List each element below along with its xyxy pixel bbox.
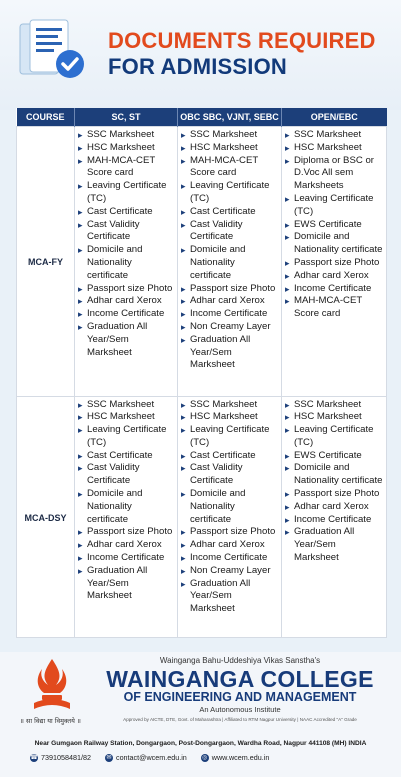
document-item: ▸ HSC Marksheet xyxy=(181,411,278,424)
website-url[interactable]: www.wcem.edu.in xyxy=(211,753,270,762)
document-item: ▸ SSC Marksheet xyxy=(181,129,278,142)
document-item: ▸ Graduation All Year/Sem Marksheet xyxy=(78,565,174,603)
document-item: ▸ Adhar card Xerox xyxy=(78,295,174,308)
document-item: ▸ Cast Validity Certificate xyxy=(181,462,278,488)
table-header-row xyxy=(17,108,387,127)
document-list xyxy=(181,399,278,617)
title-line-2: FOR ADMISSION xyxy=(108,54,288,79)
email-address[interactable]: contact@wcem.edu.in xyxy=(115,753,187,762)
document-item: ▸ SSC Marksheet xyxy=(78,399,174,412)
document-item: ▸ Domicile and Nationality certificate xyxy=(285,231,383,257)
document-item: ▸ SSC Marksheet xyxy=(285,399,383,412)
document-item: ▸ Leaving Certificate (TC) xyxy=(285,193,383,219)
document-list-cell xyxy=(178,127,282,397)
college-logo-icon xyxy=(30,657,74,713)
document-item: ▸ Adhar card Xerox xyxy=(181,539,278,552)
address: Near Gumgaon Railway Station, Dongargaon, Post-Dongargaon, Wardha Road, Nagpur 441108 (MH) INDIA xyxy=(34,740,367,747)
contact-bar xyxy=(30,753,269,762)
document-item: ▸ Graduation All Year/Sem Marksheet xyxy=(181,334,278,372)
document-item: ▸ Passport size Photo xyxy=(181,526,278,539)
document-item: ▸ Leaving Certificate (TC) xyxy=(78,180,174,206)
document-item: ▸ Domicile and Nationality certificate xyxy=(78,488,174,526)
document-item: ▸ Passport size Photo xyxy=(285,257,383,270)
document-item: ▸ Cast Validity Certificate xyxy=(78,462,174,488)
document-item: ▸ Leaving Certificate (TC) xyxy=(285,424,383,450)
document-item: ▸ Adhar card Xerox xyxy=(285,501,383,514)
document-item: ▸ Income Certificate xyxy=(285,514,383,527)
document-item: ▸ Adhar card Xerox xyxy=(78,539,174,552)
document-item: ▸ EWS Certificate xyxy=(285,450,383,463)
document-item: ▸ Income Certificate xyxy=(285,283,383,296)
column-header-sc-st: SC, ST xyxy=(75,108,178,127)
document-item: ▸ Adhar card Xerox xyxy=(181,295,278,308)
document-item: ▸ HSC Marksheet xyxy=(181,142,278,155)
document-item: ▸ Graduation All Year/Sem Marksheet xyxy=(78,321,174,359)
checkmark-icon xyxy=(56,50,84,78)
document-item: ▸ Income Certificate xyxy=(78,552,174,565)
document-item: ▸ Passport size Photo xyxy=(78,283,174,296)
documents-table xyxy=(16,108,387,638)
sanstha-name: Wainganga Bahu-Uddeshiya Vikas Sanstha's xyxy=(159,656,321,665)
document-list xyxy=(285,129,383,321)
document-item: ▸ Cast Certificate xyxy=(181,450,278,463)
document-item: ▸ Cast Certificate xyxy=(78,450,174,463)
document-list-cell xyxy=(282,127,387,397)
document-item: ▸ Passport size Photo xyxy=(285,488,383,501)
document-item: ▸ Leaving Certificate (TC) xyxy=(78,424,174,450)
document-item: ▸ Income Certificate xyxy=(181,552,278,565)
document-list xyxy=(181,129,278,372)
document-item: ▸ Domicile and Nationality certificate xyxy=(181,244,278,282)
college-subtitle: OF ENGINEERING AND MANAGEMENT xyxy=(123,690,357,704)
document-item: ▸ Domicile and Nationality certificate xyxy=(181,488,278,526)
phone-number: 7391058481/82 xyxy=(41,753,91,762)
title-line-1: DOCUMENTS REQUIRED xyxy=(108,28,376,53)
document-item: ▸ SSC Marksheet xyxy=(285,129,383,142)
document-item: ▸ Income Certificate xyxy=(181,308,278,321)
document-item: ▸ Cast Validity Certificate xyxy=(78,219,174,245)
course-name: MCA-FY xyxy=(17,127,75,397)
document-list-cell xyxy=(282,396,387,638)
document-item: ▸ Domicile and Nationality certificate xyxy=(285,462,383,488)
course-name: MCA-DSY xyxy=(17,396,75,638)
document-item: ▸ HSC Marksheet xyxy=(78,142,174,155)
table-row xyxy=(17,127,387,397)
document-item: ▸ MAH-MCA-CET Score card xyxy=(78,155,174,181)
document-item: ▸ Cast Certificate xyxy=(78,206,174,219)
documents-icon xyxy=(14,18,100,88)
phone-icon: ☎ xyxy=(30,754,38,761)
table-row xyxy=(17,396,387,638)
column-header-course: COURSE xyxy=(17,108,75,127)
document-item: ▸ EWS Certificate xyxy=(285,219,383,232)
document-item: ▸ MAH-MCA-CET Score card xyxy=(181,155,278,181)
document-item: ▸ Leaving Certificate (TC) xyxy=(181,424,278,450)
document-item: ▸ Passport size Photo xyxy=(78,526,174,539)
document-list xyxy=(78,129,174,359)
document-list-cell xyxy=(75,127,178,397)
document-list-cell xyxy=(75,396,178,638)
document-item: ▸ Cast Certificate xyxy=(181,206,278,219)
document-item: ▸ Income Certificate xyxy=(78,308,174,321)
document-item: ▸ Graduation All Year/Sem Marksheet xyxy=(181,578,278,616)
college-name: WAINGANGA COLLEGE xyxy=(106,666,374,692)
contact-phone xyxy=(30,753,91,762)
document-item: ▸ MAH-MCA-CET Score card xyxy=(285,295,383,321)
page-title xyxy=(108,28,376,80)
document-item: ▸ Graduation All Year/Sem Marksheet xyxy=(285,526,383,564)
document-item: ▸ Non Creamy Layer xyxy=(181,321,278,334)
document-item: ▸ Leaving Certificate (TC) xyxy=(181,180,278,206)
motto: ॥ सा विद्या या विमुक्तये ॥ xyxy=(20,717,81,725)
document-item: ▸ Non Creamy Layer xyxy=(181,565,278,578)
document-list-cell xyxy=(178,396,282,638)
approval-line: Approved by AICTE, DTE, Govt. of Maharashtra | Affiliated to RTM Nagpur University | NAAC Accredited "A" Grade xyxy=(123,717,357,722)
document-item: ▸ Adhar card Xerox xyxy=(285,270,383,283)
contact-website[interactable] xyxy=(201,753,270,762)
autonomous-label: An Autonomous Institute xyxy=(199,705,281,714)
document-item: ▸ Domicile and Nationality certificate xyxy=(78,244,174,282)
document-list xyxy=(285,399,383,565)
document-item: ▸ SSC Marksheet xyxy=(181,399,278,412)
email-icon: ✉ xyxy=(106,754,112,761)
document-item: ▸ HSC Marksheet xyxy=(285,411,383,424)
column-header-obc: OBC SBC, VJNT, SEBC xyxy=(178,108,282,127)
contact-email[interactable] xyxy=(105,753,187,762)
document-list xyxy=(78,399,174,604)
document-item: ▸ HSC Marksheet xyxy=(78,411,174,424)
globe-icon: ◎ xyxy=(202,754,208,761)
document-item: ▸ Diploma or BSC or D.Voc All sem Marksheets xyxy=(285,155,383,193)
document-item: ▸ HSC Marksheet xyxy=(285,142,383,155)
column-header-open: OPEN/EBC xyxy=(282,108,387,127)
document-item: ▸ Cast Validity Certificate xyxy=(181,219,278,245)
document-item: ▸ Passport size Photo xyxy=(181,283,278,296)
document-item: ▸ SSC Marksheet xyxy=(78,129,174,142)
